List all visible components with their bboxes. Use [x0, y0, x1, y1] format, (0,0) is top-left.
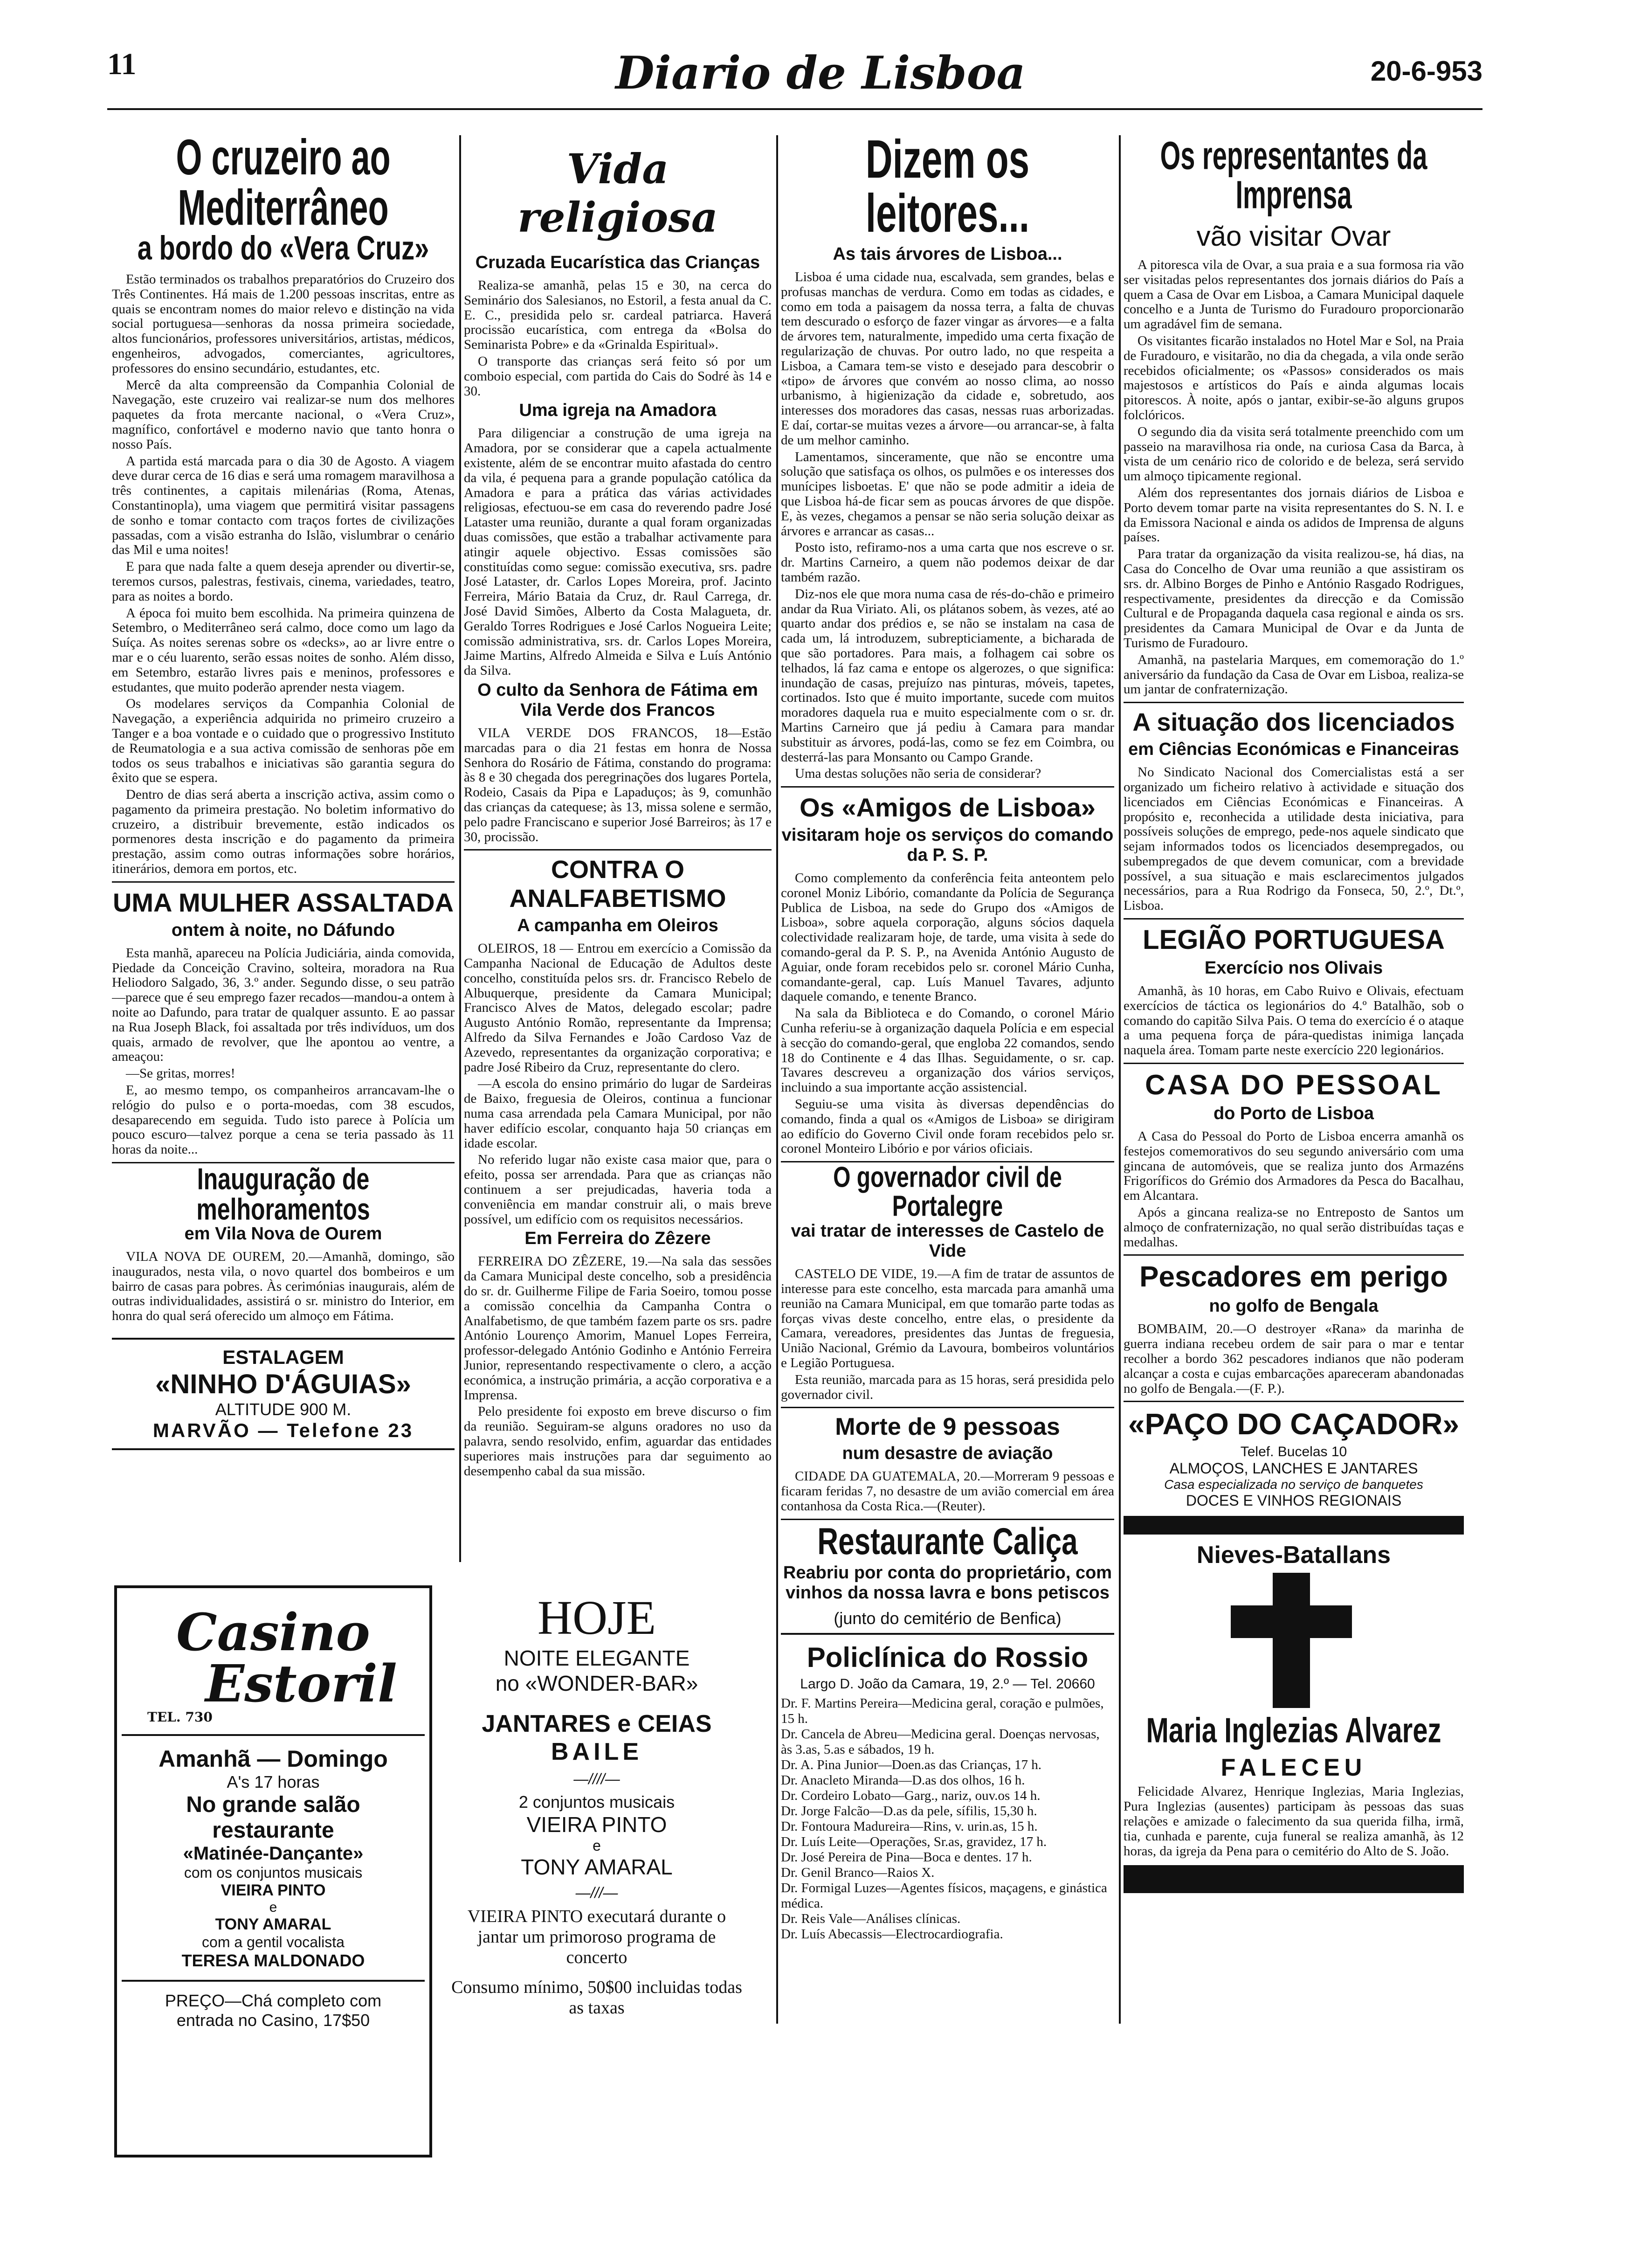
ad-text: Reabriu por conta do proprietário, com vinhos da nossa lavra e bons petiscos: [783, 1563, 1112, 1603]
subhead: Uma igreja na Amadora: [519, 401, 717, 421]
subhead: A campanha em Oleiros: [517, 916, 718, 936]
divider: [781, 1519, 1114, 1520]
paragraph: Além dos representantes dos jornais diários de Lisboa e Porto devem tomar parte na visita representantes do S. N. I. e da Emissora Nacional e ainda os adidos de Imprensa de alguns países.: [1124, 485, 1464, 545]
ad-line: Casa especializada no serviço de banquetes: [1164, 1477, 1423, 1492]
paragraph: CIDADE DA GUATEMALA, 20.—Morreram 9 pessoas e ficaram feridas 7, no desastre de um avião comercial em área contanhosa da Costa Rica.—(Reuter).: [781, 1469, 1114, 1514]
subhead: Exercício nos Olivais: [1204, 958, 1383, 978]
paragraph: Estão terminados os trabalhos preparatórios do Cruzeiro dos Três Continentes. Há mais de 1.200 pessoas inscritas, entre as quais se encontram nomes do maior relevo e distinção na vida social portuguesa—senhoras da nossa primeira sociedade, altos funcionários, professores universitários, artistas, médicos, engenheiros, advogados, comerciantes, agricultores, professores do ensino secundário, estudantes, etc.: [112, 272, 455, 376]
ad-line: 2 conjuntos musicais: [518, 1792, 675, 1812]
divider: [112, 881, 455, 883]
headline-governador-civil: O governador civil de Portalegre: [833, 1161, 1062, 1223]
clinic-address: Largo D. João da Camara, 19, 2.º — Tel. 20660: [800, 1676, 1095, 1692]
paragraph: O segundo dia da visita será totalmente preenchido com um passeio na maravilhosa ria onde, na curiosa Casa da Barca, à vista de um cenário rico de colorido e de beleza, será servido um almoço tipicamente regional.: [1124, 424, 1464, 484]
logo-tel: TEL. 730: [147, 1709, 213, 1725]
clinic-list-item: Dr. Fontoura Madureira—Rins, v. urin.as, 15 h.: [781, 1819, 1038, 1834]
column-rule-1: [459, 135, 461, 1562]
clinic-list-item: Dr. Jorge Falcão—D.as da pele, sífilis, 15,30 h.: [781, 1803, 1037, 1819]
divider: [1124, 1063, 1464, 1064]
paragraph: Para diligenciar a construção de uma igreja na Amadora, por se considerar que a capela actualmente existente, além de se encontrar muito afastada do centro da vila, é pequena para a grande população católica da Amadora e para a prática das várias actividades religiosas, efectuou-se em casa do reverendo padre José Lataster uma reunião, durante a qual foram organizadas duas comissões, que estão a trabalhar activamente para atingir aquele objectivo. Essas comissões são constituídas como segue: comissão executiva, srs. padre José Lataster, dr. Carlos Lopes Moreira, prof. Jacinto Ferreira, Mário Bataia da Cruz, dr. Raul Carrega, dr. José David Simões, Alberto da Costa Malagueta, dr. Geraldo Torres Rodrigues e José Carlos Nogueira Leite; comissão administrativa, srs. dr. Carlos Lopes Moreira, Jaime Martins, Alfredo Almeida e Silva e Luís António da Silva.: [464, 426, 772, 678]
paragraph: —Se gritas, morres!: [126, 1066, 235, 1081]
column-4: [1124, 135, 1464, 2024]
paragraph: VILA NOVA DE OUREM, 20.—Amanhã, domingo, são inaugurados, nesta vila, o novo quartel dos bombeiros e um bairro de casas para pobres. Às cerimónias inaugurais, além de outras individualidades, assistirá o sr. ministro do Interior, em honra do qual será oferecido um almoço em Fátima.: [112, 1249, 455, 1324]
policlinica-ad: [781, 1633, 1114, 1942]
paragraph: Lamentamos, sinceramente, que não se encontre uma solução que satisfaça os olhos, os pulmões e os interesses dos munícipes lisboetas. E' que não se pode admitir a ideia de que Lisboa há-de ficar sem as poucas árvores de que dispõe. E, às vezes, chegamos a pensar se não seria solução deixar as árvores e arrancar as casas...: [781, 449, 1114, 539]
subhead: em Ciências Económicas e Financeiras: [1128, 740, 1459, 760]
newspaper-title: Diario de Lisboa: [615, 47, 1026, 99]
clinic-list-item: Dr. Luís Abecassis—Electrocardiografia.: [781, 1926, 1003, 1942]
clinic-list-item: Dr. Cancela de Abreu—Medicina geral. Doenças nervosas, às 3.as, 5.as e sábados, 19 h.: [781, 1726, 1100, 1757]
subhead: do Porto de Lisboa: [1213, 1104, 1374, 1124]
paragraph: Amanhã, às 10 horas, em Cabo Ruivo e Olivais, efectuam exercícios de táctica os legionários do 4.º Batalhão, sob o comando do capitão Silva Pais. O tema do exercício é o ataque a uma pequena força de pára-quedistas inimiga lançada naquela área. Tomam parte neste exercício 220 legionários.: [1124, 983, 1464, 1058]
ad-line: VIEIRA PINTO: [221, 1881, 326, 1899]
paragraph: Os visitantes ficarão instalados no Hotel Mar e Sol, na Praia de Furadouro, e visitarão, no dia da chegada, a vila onde serão recebidos oficialmente; os «Passos» considerados os mais majestosos e artísticos do País e ainda algumas locais pitorescos. À noite, após o jantar, exibir-se-ão alguns grupos folclóricos.: [1124, 333, 1464, 422]
subhead-ovar: vão visitar Ovar: [1196, 221, 1391, 252]
paragraph: Uma destas soluções não seria de considerar?: [795, 766, 1041, 781]
paragraph: Seguiu-se uma visita às diversas dependências do comando, finda a qual os «Amigos de Lisboa» se dirigiram ao edifício do Governo Civil onde foram recebidos pelo sr. coronel Monteiro Libório e por vários oficiais.: [781, 1097, 1114, 1156]
subhead: Em Ferreira do Zêzere: [524, 1229, 711, 1249]
headline-vida-religiosa: Vida religiosa: [517, 145, 718, 242]
paragraph: Esta reunião, marcada para as 15 horas, será presidida pelo governador civil.: [781, 1372, 1114, 1402]
column-1: [112, 135, 455, 1571]
headline-restaurante-calica: Restaurante Caliça: [817, 1521, 1078, 1563]
casino-logo: [147, 1602, 399, 1725]
ad-line: TONY AMARAL: [215, 1915, 331, 1933]
clinic-list: [781, 1696, 1114, 1942]
subhead: num desastre de aviação: [842, 1444, 1053, 1464]
subhead: Cruzada Eucarística das Crianças: [475, 253, 760, 272]
ad-line: ALMOÇOS, LANCHES E JANTARES: [1169, 1460, 1418, 1477]
ad-line: TERESA MALDONADO: [181, 1951, 365, 1970]
divider: [1124, 918, 1464, 920]
paragraph: O transporte das crianças será feito só por um comboio especial, com partida do Cais do Sodré às 14 e 30.: [464, 353, 772, 399]
subhead: As tais árvores de Lisboa...: [833, 244, 1062, 264]
divider: [464, 849, 772, 850]
paragraph: E, ao mesmo tempo, os companheiros arrancavam-lhe o relógio do pulso e o porta-moedas, com 38 escudos, desaparecendo em seguida. Tudo isto parece à Polícia um pouco escuro—talvez porque a cena se teria passado às 11 horas da noite...: [112, 1083, 455, 1157]
headline-casa-do-pessoal: CASA DO PESSOAL: [1145, 1069, 1442, 1101]
subhead: em Vila Nova de Ourem: [184, 1224, 382, 1244]
divider: [781, 786, 1114, 788]
ad-line: «NINHO D'ÁGUIAS»: [155, 1369, 411, 1400]
headline-dizem-os-leitores: Dizem os leitores...: [865, 135, 1030, 243]
black-bar: [1124, 1516, 1464, 1535]
logo-casino: Casino: [176, 1602, 370, 1662]
divider: [1124, 1401, 1464, 1402]
headline-pescadores: Pescadores em perigo: [1139, 1261, 1448, 1293]
ad-line: Consumo mínimo, 50$00 incluidas todas as taxas: [451, 1978, 742, 2018]
ad-line: com os conjuntos musicais: [184, 1864, 363, 1881]
hoje-wonder-bar-ad: [436, 1585, 758, 2117]
paragraph: —A escola do ensino primário do lugar de Sardeiras de Baixo, freguesia de Oleiros, continua a funcionar numa casa arrendada pela Camara Municipal, por não haver edifício escolar, conquanto haja 50 crianças em idade escolar.: [464, 1076, 772, 1151]
subhead: O culto da Senhora de Fátima em Vila Verde dos Francos: [477, 680, 758, 720]
clinic-list-item: Dr. Formigal Luzes—Agentes físicos, maçagens, e ginástica médica.: [781, 1880, 1107, 1911]
headline-amigos-de-lisboa: Os «Amigos de Lisboa»: [800, 793, 1096, 823]
clinic-list-item: Dr. Cordeiro Lobato—Garg., nariz, ouv.os 14 h.: [781, 1788, 1041, 1803]
paragraph: Como complemento da conferência feita anteontem pelo coronel Moniz Libório, comandante da Polícia de Segurança Publica de Lisboa, na sede do Grupo dos «Amigos de Lisboa», sobre aquela corporação, alguns sócios daquela colectividade realizaram hoje, de tarde, uma visita à sede do comando-geral da P. S. P., na Avenida António Augusto de Aguiar, onde foram recebidos pelo sr. coronel Mário Cunha, comandante-geral, cap. Luís Manuel Tavares, adjunto daquele comando, e tenente Branco.: [781, 871, 1114, 1004]
clinic-title: Policlínica do Rossio: [807, 1641, 1089, 1673]
column-rule-3: [1119, 135, 1121, 2024]
headline-cruzeiro: O cruzeiro ao Mediterrâneo: [176, 135, 391, 236]
headline-morte: Morte de 9 pessoas: [835, 1413, 1060, 1441]
ad-line: Telef. Bucelas 10: [1240, 1444, 1347, 1460]
paragraph: Os modelares serviços da Companhia Colonial de Navegação, a experiência adquirida no primeiro cruzeiro a Tanger e a boa vontade e o cuidado que o progressivo Instituto de Reumatologia e a sua activa comissão de senhoras põe em todos os seus trabalhos e iniciativas são garantia segura do êxito que se espera.: [112, 696, 455, 786]
paragraph: No referido lugar não existe casa maior que, para o efeito, possa ser arrendada. Para que as crianças não continuem a ser prejudicadas, haveria toda a conveniência em mandar construir ali, o mais breve possível, um edifício com os requisitos necessários.: [464, 1152, 772, 1227]
ad-line: —///—: [575, 1884, 618, 1901]
black-bar: [1124, 1865, 1464, 1893]
subhead-vera-cruz: a bordo do «Vera Cruz»: [137, 228, 429, 267]
clinic-list-item: Dr. Anacleto Miranda—D.as dos olhos, 16 h.: [781, 1772, 1025, 1788]
clinic-list-item: Dr. Reis Vale—Análises clínicas.: [781, 1911, 961, 1926]
paragraph: VILA VERDE DOS FRANCOS, 18—Estão marcadas para o dia 21 festas em honra de Nossa Senhora do Rosário de Fátima, constando do programa: às 8 e 30 chegada dos peregrinações dos lugares Portela, Rodeio, Casais da Pipa e Lapaduços; às 9, comunhão das crianças da catequese; às 13, missa solene e sermão, pelo padre Franciscano e superior José Barreiros; às 17 e 30, procissão.: [464, 725, 772, 844]
ad-paco-do-cacador: «PAÇO DO CAÇADOR»: [1128, 1407, 1459, 1441]
issue-date: 20-6-953: [1370, 55, 1482, 87]
ad-line: JANTARES e CEIAS: [482, 1710, 712, 1737]
headline-licenciados: A situação dos licenciados: [1132, 708, 1455, 737]
paragraph: A partida está marcada para o dia 30 de Agosto. A viagem deve durar cerca de 16 dias e será uma romagem maravilhosa a três continentes, a capitais milenárias (Roma, Atenas, Constantinopla), uma viagem que permitirá visitar passagens de sonho e tomar contacto com traços fortes de civilizações passadas, com a visão estranha do Islão, vislumbrar o cenário das Mil e uma noites!: [112, 453, 455, 558]
clinic-list-item: Dr. Luís Leite—Operações, Sr.as, gravidez, 17 h.: [781, 1834, 1047, 1849]
ad-line: MARVÃO — Telefone 23: [152, 1419, 414, 1442]
paragraph: OLEIROS, 18 — Entrou em exercício a Comissão da Campanha Nacional de Educação de Adultos deste concelho, constituída pelos srs. dr. Francisco Rebelo de Albuquerque, presidente da Camara Municipal; Francisco Alves de Matos, delegado escolar; padre Augusto António Romão, representante da Imprensa; Alfredo da Silva Fernandes e João Cardoso Vaz de Azevedo, representantes da organização corporativa; e padre José Ribeiro da Cruz, representante do clero.: [464, 941, 772, 1075]
column-rule-2: [776, 135, 778, 2024]
paragraph: CASTELO DE VIDE, 19.—A fim de tratar de assuntos de interesse para este concelho, esta marcada para amanhã uma reunião na Camara Municipal, em que tomarão parte todas as forças vivas deste concelho, entre elas, o presidente da Camara, vereadores, presidentes das Juntas de freguesia, União Nacional, Grémio da Lavoura, bombeiros voluntários e Legião Portuguesa.: [781, 1266, 1114, 1371]
paragraph: Posto isto, refiramo-nos a uma carta que nos escreve o sr. dr. Martins Carneiro, a quem não podemos deixar de dar também razão.: [781, 540, 1114, 585]
headline-inauguracao: Inauguração de melhoramentos: [196, 1162, 370, 1226]
ad-line: «Matinée-Dançante»: [183, 1843, 364, 1864]
ad-line: A's 17 horas: [227, 1772, 320, 1791]
headline-representantes: Os representantes da Imprensa: [1160, 135, 1427, 217]
paragraph: Realiza-se amanhã, pelas 15 e 30, na cerca do Seminário dos Salesianos, no Estoril, a festa anual da C. E. C., presidida pelo sr. cardeal patriarca. Haverá procissão eucarística, com entrega da «Bolsa do Seminarista Pobre» e da «Grinalda Espiritual».: [464, 278, 772, 353]
ad-line: —////—: [573, 1770, 620, 1787]
ad-line: TONY AMARAL: [521, 1855, 673, 1879]
headline-analfabetismo: CONTRA O ANALFABETISMO: [509, 856, 726, 913]
ad-line: e: [269, 1900, 277, 1915]
divider: [1124, 1254, 1464, 1256]
ad-line: DOCES E VINHOS REGIONAIS: [1186, 1492, 1402, 1509]
page-number: 11: [107, 47, 137, 81]
paragraph: Amanhã, na pastelaria Marques, em comemoração do 1.º aniversário da fundação da Casa de Ovar em Lisboa, realiza-se um jantar de confraternização.: [1124, 652, 1464, 697]
divider: [781, 1407, 1114, 1408]
ad-line: com a gentil vocalista: [202, 1934, 345, 1950]
paragraph: Dentro de dias será aberta a inscrição activa, assim como o pagamento da primeira prestação. No boletim informativo do cruzeiro, a distribuir brevemente, estão indicados os pormenores desta inscrição e do pagamento da primeira prestação, assim como outras informações sobre horários, itinerários, demora em portos, etc.: [112, 787, 455, 877]
paragraph: No Sindicato Nacional dos Comercialistas está a ser organizado um ficheiro relativo à actividade e situação dos licenciados em Ciências Económicas e Financeiras. A propósito e, reconhecida a utilidade desta iniciativa, para possíveis soluções de emprego, pede-nos aquele sindicato que sejam informados todos os licenciados desempregados, ou subempregados de que devem comunicar, com a brevidade possível, a sua situação e mais esclarecimentos julgados necessários, para a Rua Rodrigo da Fonseca, 50, 2.º, Dt.º, Lisboa.: [1124, 765, 1464, 913]
cross-icon: [1124, 1573, 1464, 1708]
clinic-list-item: Dr. Genil Branco—Raios X.: [781, 1865, 935, 1880]
divider: [122, 1980, 425, 1982]
paragraph: Para tratar da organização da visita realizou-se, há dias, na Casa do Concelho de Ovar uma reunião a que assistiram os srs. dr. Albino Borges de Pinho e António Rasgado Rodrigues, respectivamente, presidentes da direcção e da Comissão Cultural e de Propaganda daquela casa regional e ainda os srs. presidentes da Camara Municipal de Ovar e da Junta de Turismo de Furadouro.: [1124, 546, 1464, 650]
clinic-list-item: Dr. F. Martins Pereira—Medicina geral, coração e pulmões, 15 h.: [781, 1695, 1104, 1726]
masthead-rule: [107, 108, 1482, 110]
paragraph: Pelo presidente foi exposto em breve discurso o fim da reunião. Seguiram-se alguns oradores no uso da palavra, sendo resolvido, enfim, aguardar das entidades superiores mais instruções para dar seguimento ao desempenho cabal da sua missão.: [464, 1404, 772, 1479]
ad-line: NOITE ELEGANTE: [503, 1646, 690, 1670]
subhead: no golfo de Bengala: [1209, 1296, 1379, 1316]
paragraph: BOMBAIM, 20.—O destroyer «Rana» da marinha de guerra indiana recebeu ordem de sair para o mar e tentar recolher a bordo 362 pescadores indianos que não poderam alcançar a costa e cujas embarcações apareceram abandonadas no golfo de Bengala.—(F. P.).: [1124, 1321, 1464, 1396]
ad-line: Amanhã — Domingo: [159, 1746, 388, 1772]
paragraph: A Casa do Pessoal do Porto de Lisboa encerra amanhã os festejos comemorativos do seu segundo aniversário com uma gincana de automóveis, que se realiza junto dos Armazéns Frigoríficos do Grémio dos Armadores da Pesca do Bacalhau, em Alcantara.: [1124, 1129, 1464, 1203]
obituary-name: Maria Inglezias Alvarez: [1146, 1711, 1441, 1751]
paragraph: Esta manhã, apareceu na Polícia Judiciária, ainda comovida, Piedade da Conceição Cravino, solteira, moradora na Rua Heliodoro Salgado, 36, 3.º ander. Segundo disse, o seu patrão—parece que é seu emprego fazer recados—mandou-a ontem à noite ao Dafundo, para tratar de qualquer assunto. E ao passar na Rua Joseph Black, foi assaltada por três indivíduos, um dos quais, armado de revolver, que lhe apontou ao ventre, a ameaçou:: [112, 945, 455, 1065]
ad-line: ESTALAGEM: [222, 1346, 344, 1369]
estalagem-ad: [112, 1338, 455, 1450]
ad-note: (junto do cemitério de Benfica): [834, 1608, 1062, 1628]
ad-line: No grande salão restaurante: [186, 1792, 360, 1843]
paragraph: Na sala da Biblioteca e do Comando, o coronel Mário Cunha referiu-se à organização daquela Polícia e em especial à secção do comando-geral, que engloba 22 comandos, sendo 18 do Continente e 4 das Ilhas. Seguidamente, o sr. cap. Tavares descreveu a organização dos vários serviços, incluindo a sua importante acção assistencial.: [781, 1006, 1114, 1095]
ad-line: VIEIRA PINTO: [526, 1812, 667, 1837]
paragraph: Após a gincana realiza-se no Entreposto de Santos um almoço de confraternização, no qual serão distribuídas taças e medalhas.: [1124, 1205, 1464, 1250]
ad-line: ALTITUDE 900 M.: [215, 1400, 352, 1419]
paragraph: Lisboa é uma cidade nua, escalvada, sem grandes, belas e profusas manchas de verdura. Como em todas as cidades, e como em toda a paisagem da nossa terra, a falta de chuvas tem descurado o esforço de fazer vingar as árvores—e a falta de árvores tem, naturalmente, impedido uma certa fixação de regularização de chuvas. Por outro lado, no que respeita a Lisboa, a Camara tem-se visto e desejado para descobrir o «tipo» de árvores que convém ao nosso clima, ao nosso urbanismo, à higienização da cidade e, sobretudo, aos interesses dos moradores das casas, nessas ruas arborizadas. E daí, cortar-se muitas vezes a árvore—ou arrancar-se, à falta de um melhor caminho.: [781, 270, 1114, 448]
ad-line: PREÇO—Chá completo com entrada no Casino, 17$50: [165, 1991, 382, 2030]
headline-mulher-assaltada: UMA MULHER ASSALTADA: [112, 887, 454, 917]
obituary-header: Nieves-Batallans: [1196, 1542, 1391, 1569]
clinic-list-item: Dr. A. Pina Junior—Doen.as das Crianças, 17 h.: [781, 1757, 1041, 1772]
subhead: ontem à noite, no Dáfundo: [171, 920, 395, 940]
ad-line: BAILE: [551, 1738, 642, 1765]
headline-legiao: LEGIÃO PORTUGUESA: [1143, 925, 1445, 955]
obituary-faleceu: FALECEU: [1220, 1754, 1367, 1782]
paragraph: A pitoresca vila de Ovar, a sua praia e a sua formosa ria vão ser visitadas pelos representantes dos jornais diários do País a quem a Casa de Ovar em Lisboa, a Camara Municipal daquele concelho e a Junta de Turismo do Furadouro proporcionarão um agradável fim de semana.: [1124, 257, 1464, 332]
subhead: vai tratar de interesses de Castelo de Vide: [791, 1221, 1104, 1261]
paragraph: Diz-nos ele que mora numa casa de rés-do-chão e primeiro andar da Rua Viriato. Ali, os plátanos sobem, às vezes, até ao quarto andar dos prédios e, se não se instalam na casa de cada um, lá introduzem, subrepticiamente, a bicharada de que são portadores. Para mais, a folhagem cai sobre os telhados, lá faz cama e entope os algerozes, o que significa: inundação de casas, prejuízo nas pinturas, móveis, tapetes, cortinados. Isto que é muito importante, sucede com muitos moradores daquela rua e muito especialmente com o sr. dr. Martins Carneiro que já pediu à Camara para mandar substituir as árvores, podá-las, como se fez em Coimbra, ou desterrá-las para Monsanto ou Campo Grande.: [781, 586, 1114, 765]
ad-line: no «WONDER-BAR»: [495, 1671, 698, 1695]
ad-line: e: [593, 1837, 601, 1854]
clinic-list-item: Dr. José Pereira de Pina—Boca e dentes. 17 h.: [781, 1849, 1032, 1865]
column-3: [781, 135, 1114, 2024]
obituary-text: Felicidade Alvarez, Henrique Inglezias, Maria Inglezias, Pura Inglezias (ausentes) participam às pessoas das suas relações e amizade o falecimento da sua querida filha, irmã, tia, cunhada e parente, cuja funeral se realiza amanhã, às 12 horas, da igreja da Pena para o cemitério do Alto de S. João.: [1124, 1784, 1464, 1859]
logo-estoril: Estoril: [205, 1653, 397, 1714]
paragraph: A época foi muito bem escolhida. Na primeira quinzena de Setembro, o Mediterrâneo será calmo, doce como um lago da Suíça. As noites serenas sobre os «decks», ao ar livre entre o mar e o céu luarento, serão essas noites de sonho. Além disso, em Setembro, estarão livres pais e meninos, professores e estudantes, que muito poderão aprender nesta viagem.: [112, 605, 455, 695]
divider: [122, 1734, 425, 1736]
casino-estoril-ad: [114, 1585, 432, 2157]
paragraph: FERREIRA DO ZÊZERE, 19.—Na sala das sessões da Camara Municipal deste concelho, sob a presidência do sr. dr. Guilherme Filipe de Faria Soeiro, tomou posse a comissão concelhia da Campanha Contra o Analfabetismo, de que também fazem parte os srs. padre António Lourenço Amorim, Manuel Lopes Ferreira, professor-delegado António Godinho e António Ferreira Junior, representando respectivamente o clero, a acção económica, a instrução primária, a acção corporativa e a Imprensa.: [464, 1254, 772, 1403]
paragraph: Mercê da alta compreensão da Companhia Colonial de Navegação, este cruzeiro vai realizar-se num dos melhores paquetes da frota mercante nacional, o «Vera Cruz», magnífico, confortável e moderno navio que tanto honra o nosso País.: [112, 377, 455, 452]
ad-headline: HOJE: [537, 1591, 656, 1645]
paragraph: E para que nada falte a quem deseja aprender ou divertir-se, teremos cursos, palestras, festivais, cinema, variedades, teatro, para as noites a bordo.: [112, 559, 455, 604]
subhead: visitaram hoje os serviços do comando da P. S. P.: [781, 825, 1114, 865]
ad-line: VIEIRA PINTO executará durante o jantar um primoroso programa de concerto: [467, 1907, 726, 1967]
column-2: [464, 135, 772, 1571]
divider: [1124, 702, 1464, 703]
